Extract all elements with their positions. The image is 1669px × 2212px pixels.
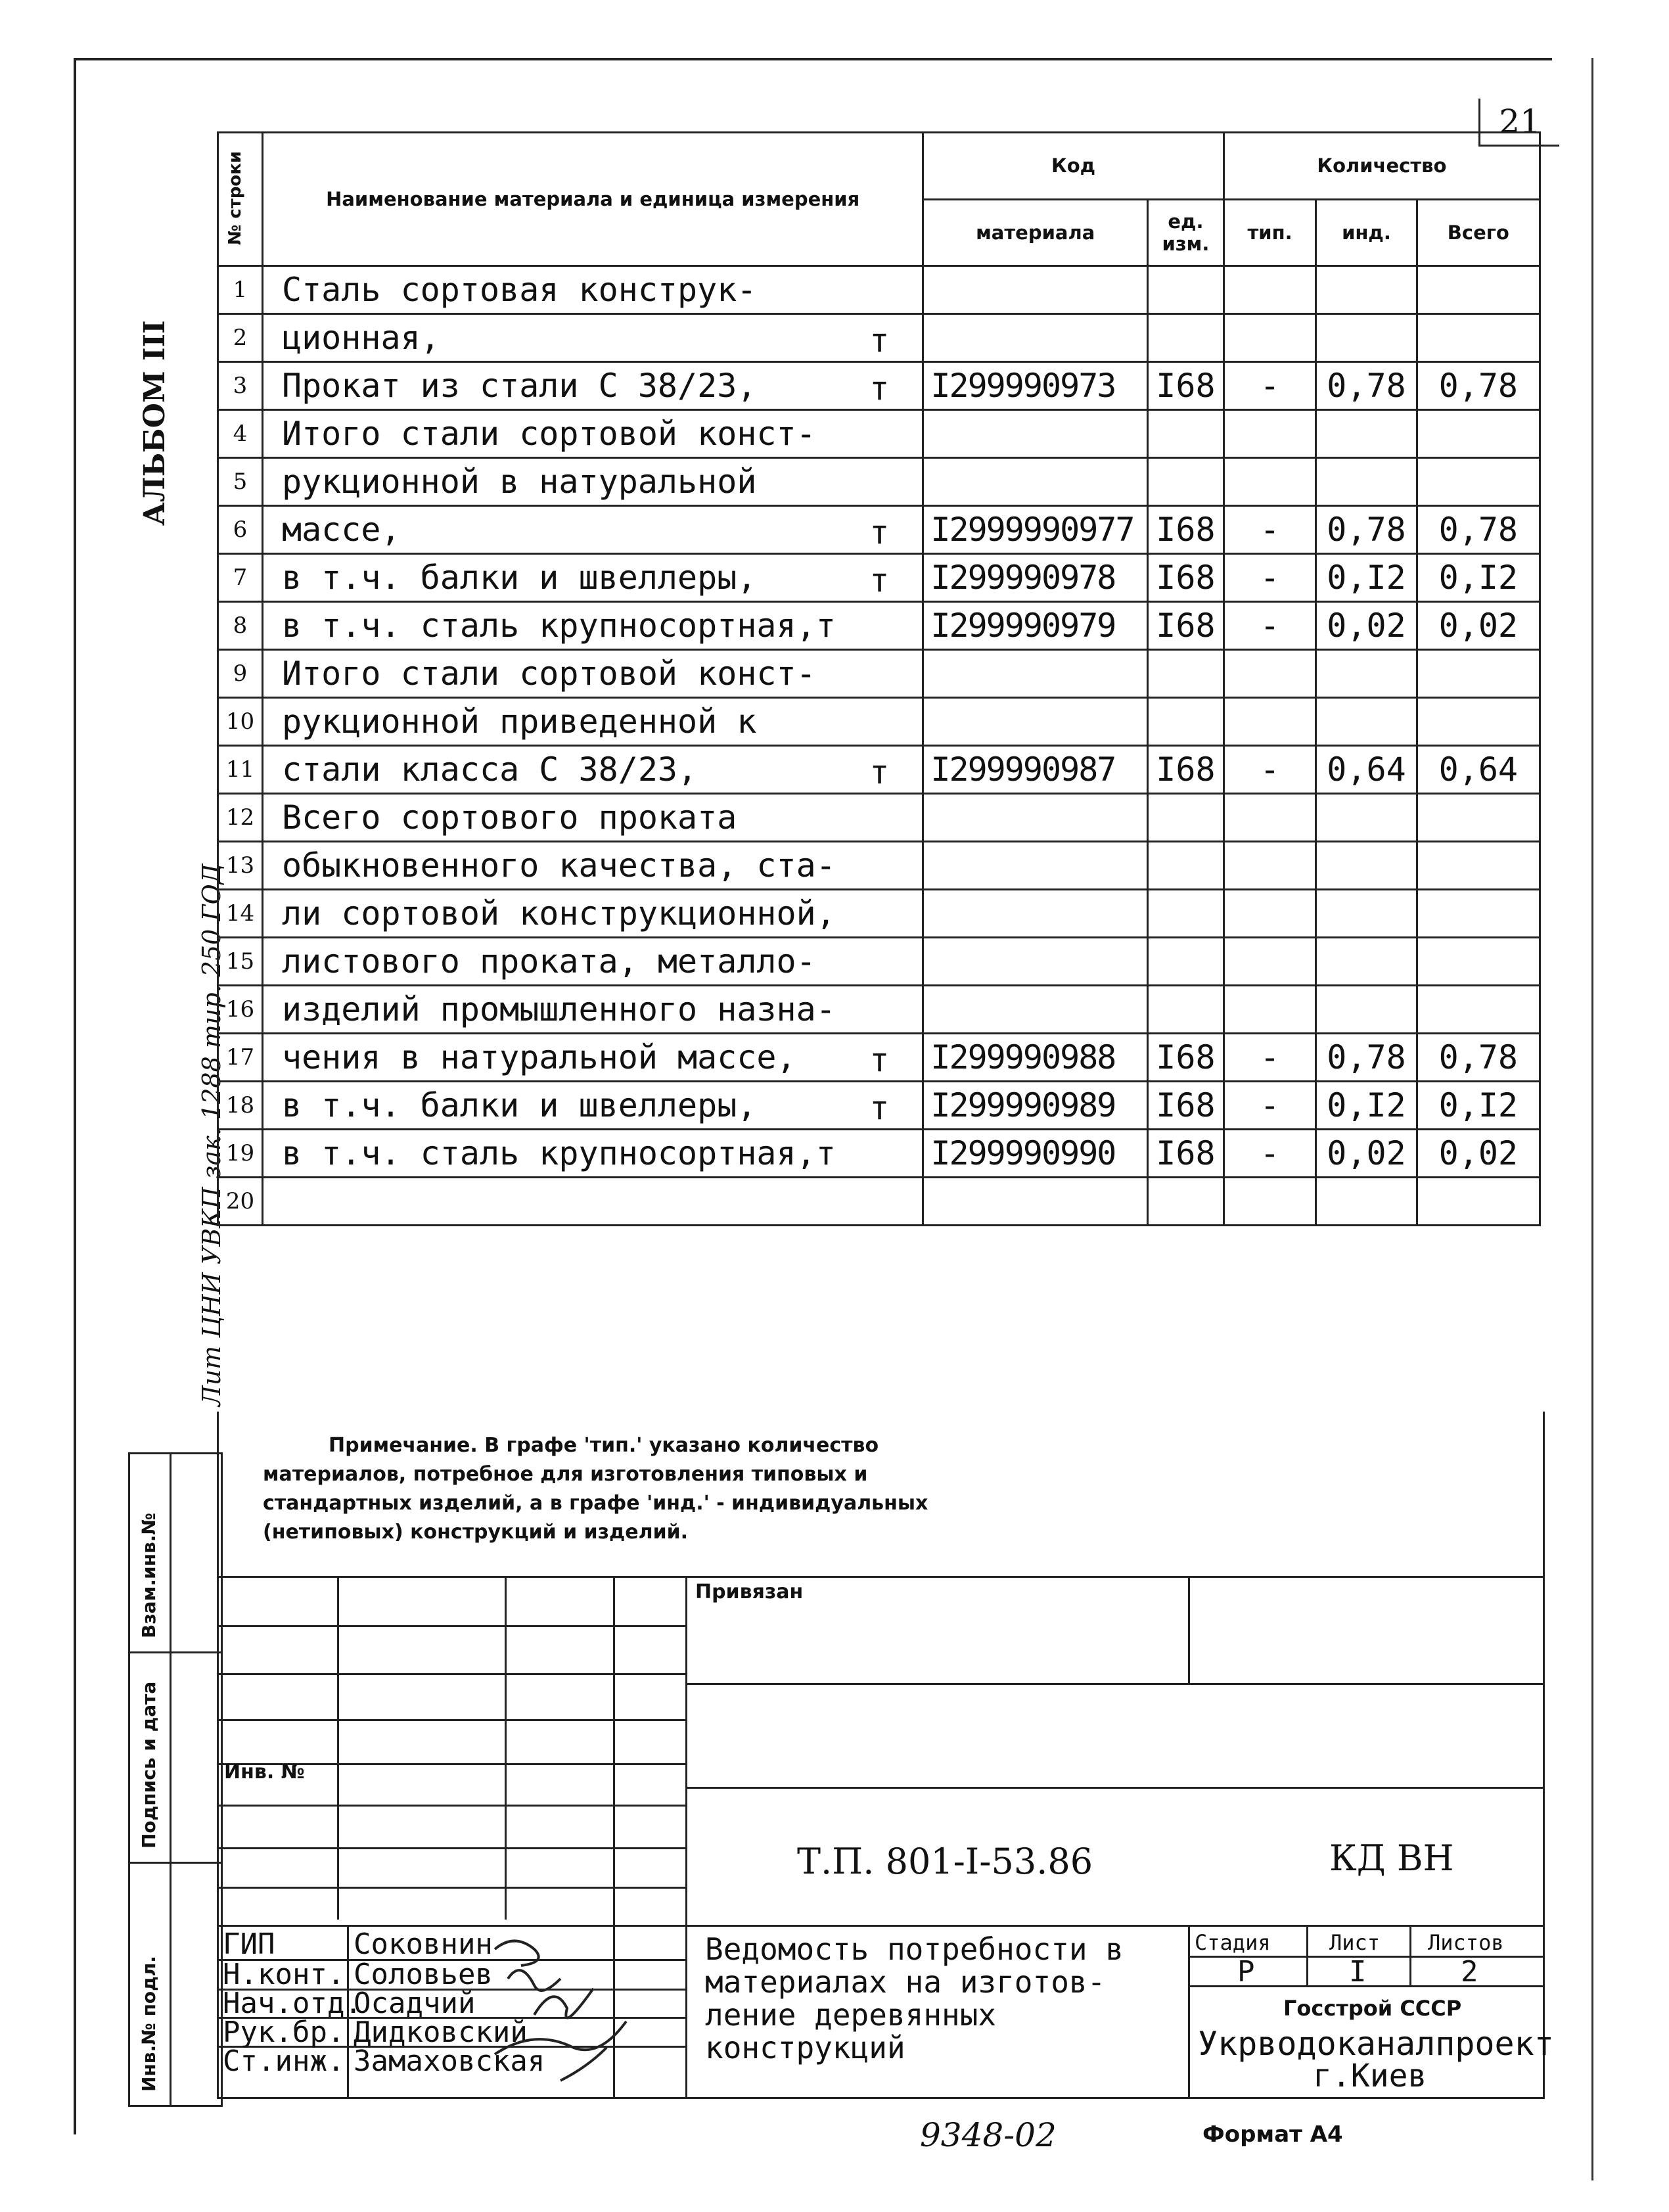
header-qty-typ: тип. xyxy=(1223,199,1316,266)
sheets-label: Листов xyxy=(1428,1930,1504,1955)
table-row: 18 в т.ч. балки и швеллеры, т I299990989 I68 - 0,I2 0,I2 xyxy=(218,1082,1540,1130)
table-row: 9 Итого стали сортовой конст- xyxy=(218,650,1540,698)
print-registration: Лит ЦНИ УВКП зак. 1288 тир. 250 ГОД xyxy=(197,864,226,1406)
table-row: 17 чения в натуральной массе, т I299990988 I68 - 0,78 0,78 xyxy=(218,1034,1540,1082)
table-row: 12 Всего сортового проката xyxy=(218,794,1540,842)
stage-label: Стадия xyxy=(1195,1930,1271,1955)
signer-role: Рук.бр. xyxy=(223,2016,345,2049)
table-row: 15 листового проката, металло- xyxy=(218,938,1540,986)
table-row: 8 в т.ч. сталь крупносортная,т I299990979 I68 - 0,02 0,02 xyxy=(218,602,1540,650)
header-name: Наименование материала и единица измерения xyxy=(262,133,923,266)
table-row: 4 Итого стали сортовой конст- xyxy=(218,410,1540,458)
org-name: Укрводоканалпроект xyxy=(1198,2025,1554,2063)
note-text: Примечание. В графе 'тип.' указано количество материалов, потребное для изготовления типовых и стандартных изделий, а в графе 'инд.' - индивидуальных (нетиповых) конструкций и изделий. xyxy=(263,1434,928,1544)
doc-mark: КД ВН xyxy=(1329,1837,1454,1879)
frame-right xyxy=(1591,58,1593,2180)
table-row: 11 стали класса С 38/23, т I299990987 I68 - 0,64 0,64 xyxy=(218,746,1540,794)
signer-role: Ст.инж. xyxy=(223,2044,345,2078)
header-row-no: № строки xyxy=(218,133,263,266)
side-label-replace-inv: Взам.инв.№ xyxy=(138,1512,160,1638)
sheets-value: 2 xyxy=(1461,1955,1478,1989)
org-city: г.Киев xyxy=(1313,2058,1427,2094)
table-row: 3 Прокат из стали С 38/23, т I299990973 I68 - 0,78 0,78 xyxy=(218,362,1540,410)
frame-left xyxy=(74,58,76,2134)
signer-role: ГИП xyxy=(223,1927,275,1961)
table-row: 13 обыкновенного качества, ста- xyxy=(218,842,1540,890)
doc-code: Т.П. 801-I-53.86 xyxy=(797,1841,1093,1882)
signer-name: Соловьев xyxy=(354,1958,493,1991)
frame-top xyxy=(74,58,1552,60)
header-code: Код xyxy=(923,133,1223,200)
header-qty-ind: инд. xyxy=(1316,199,1417,266)
table-row: 1 Сталь сортовая конструк- xyxy=(218,266,1540,314)
sheet-value: I xyxy=(1349,1955,1367,1989)
table-row: 10 рукционной приведенной к xyxy=(218,698,1540,746)
table-row: 2 ционная, т xyxy=(218,314,1540,362)
sheet-label: Лист xyxy=(1329,1930,1381,1955)
album-stamp: АЛЬБОМ III xyxy=(138,320,171,526)
signer-name: Соковнин xyxy=(354,1927,493,1961)
table-row: 6 массе, т I2999990977 I68 - 0,78 0,78 xyxy=(218,506,1540,554)
title-block xyxy=(217,1576,1554,2099)
signer-name: Замаховская xyxy=(354,2044,545,2078)
materials-table xyxy=(217,131,1541,1226)
sheet-number: 21 xyxy=(1478,99,1559,147)
inv-no-label: Инв. № xyxy=(224,1761,305,1784)
side-labels-box xyxy=(128,1452,223,2107)
header-code-material: материала xyxy=(923,199,1148,266)
table-row: 5 рукционной в натуральной xyxy=(218,458,1540,506)
signer-name: Осадчий xyxy=(354,1987,476,2020)
side-label-signature-date: Подпись и дата xyxy=(138,1681,160,1849)
order-number: 9348-02 xyxy=(920,2116,1057,2154)
format-label: Формат А4 xyxy=(1202,2121,1343,2148)
table-row: 19 в т.ч. сталь крупносортная,т I299990990 I68 - 0,02 0,02 xyxy=(218,1130,1540,1178)
signer-role: Н.конт. xyxy=(223,1958,345,1991)
signer-role: Нач.отд. xyxy=(223,1987,362,2020)
table-row: 16 изделий промышленного назна- xyxy=(218,986,1540,1034)
header-qty-total: Всего xyxy=(1417,199,1540,266)
signatures-scribble xyxy=(482,1929,679,2094)
table-row: 14 ли сортовой конструкционной, xyxy=(218,890,1540,938)
header-quantity: Количество xyxy=(1223,133,1540,200)
signer-name: Дидковский xyxy=(354,2016,528,2049)
org-gosstroy: Госстрой СССР xyxy=(1283,1996,1462,2021)
stage-value: Р xyxy=(1237,1955,1255,1989)
table-row: 7 в т.ч. балки и швеллеры, т I299990978 I68 - 0,I2 0,I2 xyxy=(218,554,1540,602)
side-label-inv-original: Инв.№ подл. xyxy=(138,1956,160,2092)
header-code-unit: ед. изм. xyxy=(1148,199,1224,266)
table-row: 20 xyxy=(218,1178,1540,1226)
privyazan-label: Привязан xyxy=(695,1580,804,1603)
doc-title: Ведомость потребности в материалах на изготов- ление деревянных конструкций xyxy=(705,1931,1124,2065)
